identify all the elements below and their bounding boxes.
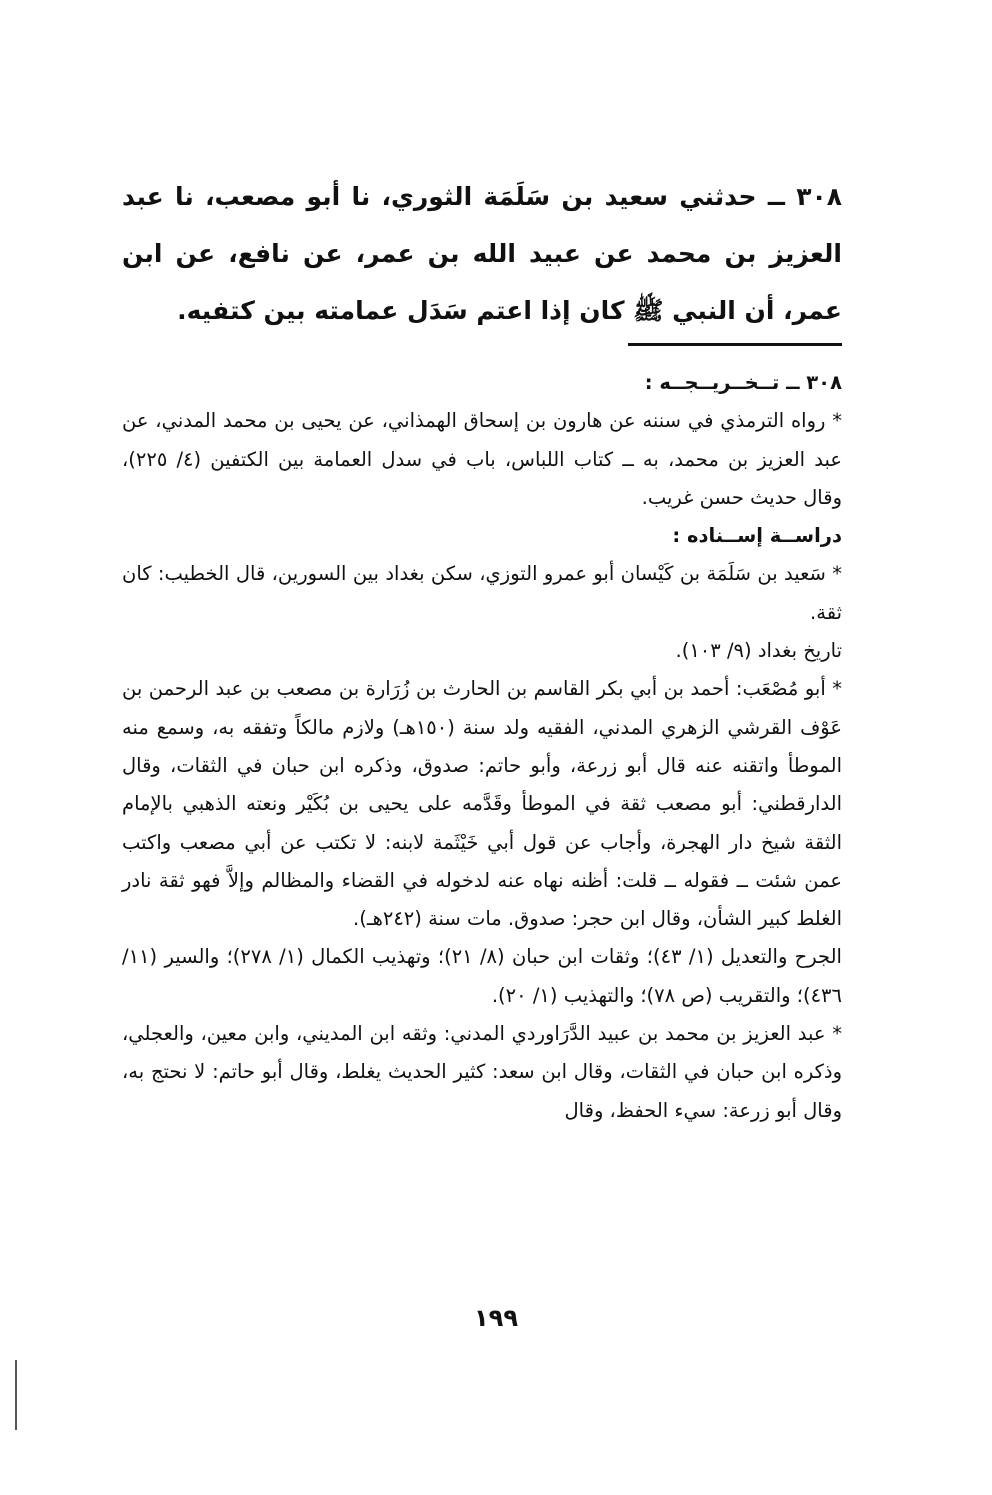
footnote-separator (628, 343, 842, 346)
isnad-heading: دراســة إســناده : (672, 524, 842, 548)
narrator-abu-musab-paragraph: * أبو مُصْعَب: أحمد بن أبي بكر القاسم بن الحارث بن زُرَارة بن مصعب بن عبد الرحمن بن عَوْف القرشي الزهري المدني، الفقيه ولد سنة (١٥٠هـ) ولازم مالكاً وتفقه به، وسمع منه الموطأ واتقنه عنه قال أبو زرعة، وأبو حاتم: صدوق، وذكره ابن حبان في الثقات، وقال الدارقطني: أبو مصعب ثقة في الموطأ وقَدَّمه على يحيى بن بُكَيْر ونعته الذهبي بالإمام الثقة شيخ دار الهجرة، وأجاب عن قول أبي خَيْثَمة لابنه: لا تكتب عن أبي مصعب واكتب عمن شئت ــ فقوله ــ قلت: أظنه نهاه عنه لدخوله في القضاء والمظالم وإلاَّ فهو ثقة نادر الغلط كبير الشأن، وقال ابن حجر: صدوق. مات سنة (٢٤٢هـ). (122, 677, 842, 931)
page-number: ١٩٩ (474, 1304, 518, 1332)
hadith-text: ٣٠٨ ــ حدثني سعيد بن سَلَمَة الثوري، نا أبو مصعب، نا عبد العزيز بن محمد عن عبيد الله بن عمر، عن نافع، عن ابن عمر، أن النبي ﷺ كان إذا اعتم سَدَل عمامته بين كتفيه. (122, 182, 842, 325)
narrator-saeed-paragraph: * سَعيد بن سَلَمَة بن كَيْسان أبو عمرو التوزي، سكن بغداد بين السورين، قال الخطيب: كان ثقة. (122, 562, 842, 624)
narrator-saeed-reference: تاريخ بغداد (٩/ ١٠٣). (675, 639, 842, 663)
narrator-abdulaziz-paragraph: * عبد العزيز بن محمد بن عبيد الدَّرَاوردي المدني: وثقه ابن المديني، وابن معين، والعجلي، وذكره ابن حبان في الثقات، وقال ابن سعد: كثير الحديث يغلط، وقال أبو حاتم: لا نحتج به، وقال أبو زرعة: سيء الحفظ، وقال (122, 1022, 842, 1122)
scan-margin-line (15, 1360, 17, 1430)
takhrij-heading: ٣٠٨ ــ تــخــريــجــه : (644, 371, 842, 394)
narrator-abu-musab-references: الجرح والتعديل (١/ ٤٣)؛ وثقات ابن حبان (٨/ ٢١)؛ وتهذيب الكمال (١/ ٢٧٨)؛ والسير (١١/ ٤٣٦)؛ والتقريب (ص ٧٨)؛ والتهذيب (١/ ٢٠). (122, 945, 842, 1007)
footnotes (122, 364, 842, 1130)
takhrij-paragraph: * رواه الترمذي في سننه عن هارون بن إسحاق الهمذاني، عن يحيى بن محمد المدني، عن عبد العزيز بن محمد، به ــ كتاب اللباس، باب في سدل العمامة بين الكتفين (٤/ ٢٢٥)، وقال حديث حسن غريب. (122, 409, 842, 509)
